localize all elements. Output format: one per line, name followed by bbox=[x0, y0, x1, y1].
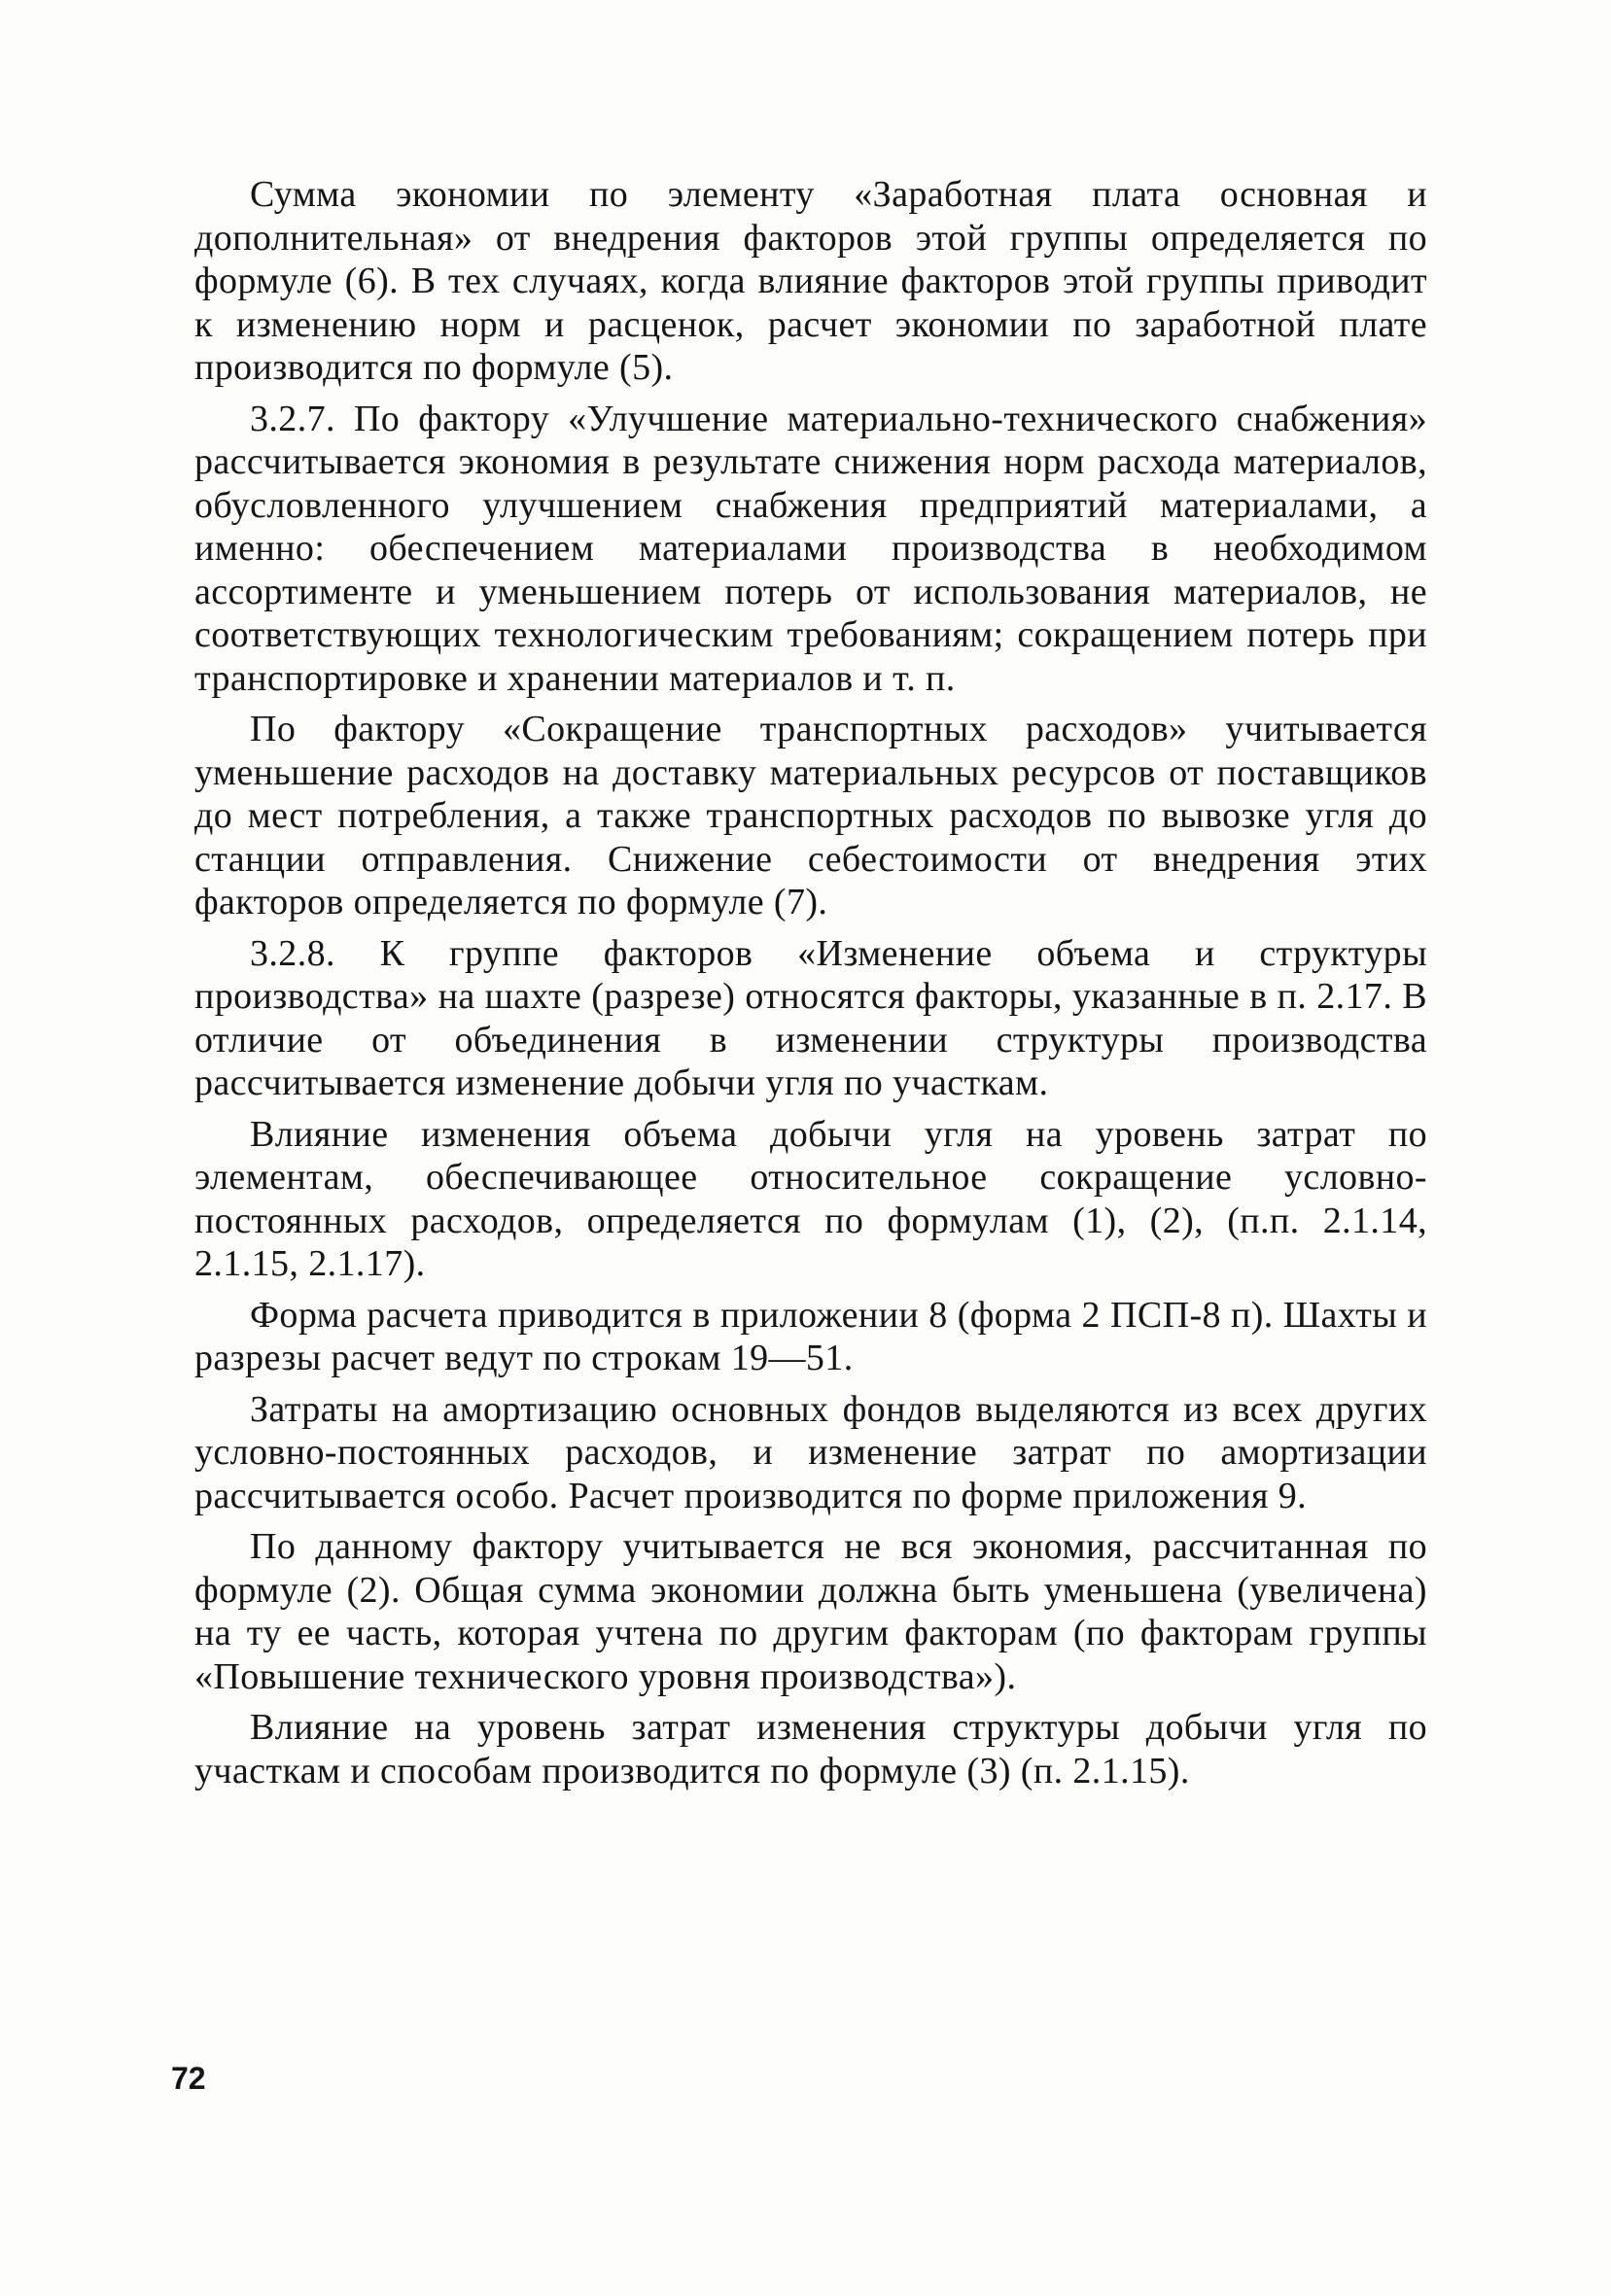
paragraph-volume-influence: Влияние изменения объема добычи угля на уровень затрат по элементам, обеспечивающее относительное сокращение условно-постоянных расходов, определяется по формулам (1), (2), (п.п. 2.1.14, 2.1.15, 2.1.17). bbox=[194, 1113, 1427, 1284]
paragraph-3-2-8-production-structure: 3.2.8. К группе факторов «Изменение объема и структуры производства» на шахте (разрезе) относятся факторы, указанные в п. 2.17. В отличие от объединения в изменении структуры производства рассчитывается изменение добычи угля по участкам. bbox=[194, 932, 1427, 1103]
body-text bbox=[194, 173, 1427, 1792]
page-number: 72 bbox=[171, 2061, 206, 2096]
paragraph-depreciation: Затраты на амортизацию основных фондов выделяются из всех других условно-постоянных расходов, и изменение затрат по амортизации рассчитывается особо. Расчет производится по форме приложения 9. bbox=[194, 1388, 1427, 1516]
paragraph-wage-savings: Сумма экономии по элементу «Заработная плата основная и дополнительная» от внедрения факторов этой группы определяется по формуле (6). В тех случаях, когда влияние факторов этой группы приводит к изменению норм и расценок, расчет экономии по заработной плате производится по формуле (5). bbox=[194, 174, 1427, 388]
paragraph-partial-savings: По данному фактору учитывается не вся экономия, рассчитанная по формуле (2). Общая сумма экономии должна быть уменьшена (увеличена) на ту ее часть, которая учтена по другим факторам (по факторам группы «Повышение технического уровня производства»). bbox=[194, 1526, 1427, 1697]
paragraph-structure-influence: Влияние на уровень затрат изменения структуры добычи угля по участкам и способам производится по формуле (3) (п. 2.1.15). bbox=[194, 1707, 1427, 1792]
paragraph-transport-costs: По фактору «Сокращение транспортных расходов» учитывается уменьшение расходов на доставку материальных ресурсов от поставщиков до мест потребления, а также транспортных расходов по вывозке угля до станции отправления. Снижение себестоимости от внедрения этих факторов определяется по формуле (7). bbox=[194, 709, 1427, 922]
paragraph-calculation-form: Форма расчета приводится в приложении 8 (форма 2 ПСП-8 п). Шахты и разрезы расчет ведут по строкам 19—51. bbox=[194, 1294, 1427, 1378]
paragraph-3-2-7-material-supply: 3.2.7. По фактору «Улучшение материально-технического снабжения» рассчитывается экономия в результате снижения норм расхода материалов, обусловленного улучшением снабжения предприятий материалами, а именно: обеспечением материалами производства в необходимом ассортименте и уменьшением потерь от использования материалов, не соответствующих технологическим требованиям; сокращением потерь при транспортировке и хранении материалов и т. п. bbox=[194, 398, 1427, 699]
